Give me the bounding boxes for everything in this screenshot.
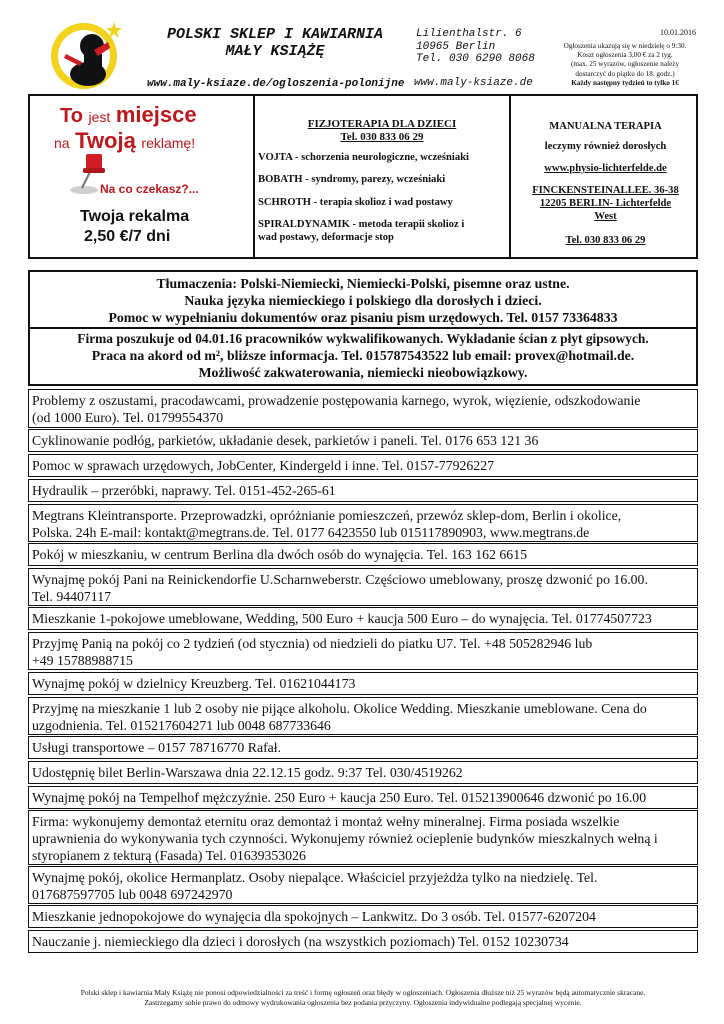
shop-logo (44, 18, 132, 90)
ad-item (28, 543, 698, 566)
footer-line: Polski sklep i kawiarnia Mały Książę nie ponosi odpowiedzialności za treść i formę ogłoszeń oraz błędy w ogłoszeniach. Ogłoszenia dłuższe niż 25 wyrazów będą automatycznie skracane. (80, 988, 646, 997)
notice-line: Firma poszukuje od 04.01.16 pracowników wykwalifikowanych. Wykładanie ścian z płyt gipsowych. (77, 331, 649, 346)
manual-title: MANUALNA TERAPIA (549, 121, 662, 132)
ad-line: Wynajmę pokój, okolice Hermanplatz. Osoby niepalące. Właściciel przyjeżdża tylko na niedzielę. Tel. (32, 870, 598, 885)
ad-line: (od 1000 Euro). Tel. 01799554370 (32, 410, 224, 426)
footer-disclaimer (28, 988, 698, 1007)
footer-line: Zastrzegamy sobie prawo do odmowy wydrukowania ogłoszenia bez podania przyczyny. Ogłoszenia indywidualne podlegają specjalnej wycenie. (144, 997, 582, 1007)
little-prince-logo-icon (44, 18, 132, 90)
shop-name (140, 26, 410, 60)
notes-line: Koszt ogłoszenia 3,00 € za 2 tyg. (577, 51, 673, 60)
ad-line: styropianem z tekturą (Fasada) Tel. 01639353026 (32, 848, 306, 864)
ad-line: Udostępnię bilet Berlin-Warszawa dnia 22.12.15 godz. 9:37 Tel. 030/4519262 (32, 765, 463, 780)
notes-line: dostarczyć do piątku do 18. godz.) (575, 69, 675, 78)
notes-line-bold: Każdy następny tydzień to tylko 1€ (571, 78, 679, 87)
ad-line: Przyjmę na mieszkanie 1 lub 2 osoby nie pijące alkoholu. Okolice Wedding. Mieszkanie umeblowane. Cena do (32, 701, 647, 716)
notice-job-offer (28, 329, 698, 386)
address-city: 10965 Berlin (416, 40, 496, 53)
notes-line: Ogłoszenia ukazują się w niedzielę o 9:30. (563, 42, 687, 50)
ad-item (28, 672, 698, 695)
ad-item (28, 930, 698, 953)
ad-line: Hydraulik – przeróbki, naprawy. Tel. 0151-452-265-61 (32, 483, 336, 498)
notice-line: Nauka języka niemieckiego i polskiego dla dorosłych i dzieci. (184, 293, 542, 308)
shop-website-link[interactable]: www.maly-ksiaze.de (414, 77, 533, 89)
ad-line: Wynajmę pokój na Tempelhof mężczyźnie. 250 Euro + kaucja 250 Euro. Tel. 015213900646 dzwonić po 16.00 (32, 790, 647, 805)
ad-line: Mieszkanie jednopokojowe do wynajęcia dla spokojnych – Lankwitz. Do 3 osób. Tel. 01577-6207204 (32, 909, 596, 924)
fizjo-item: SCHROTH - terapia skolioz i wad postawy (258, 196, 453, 208)
ad-line: Polska. 24h E-mail: kontakt@megtrans.de. Tel. 0177 6423550 lub 015117890903, www.megtrans.de (32, 525, 590, 541)
notice-line: Praca na akord od m², bliższe informacja. Tel. 015787543522 lub email: provex@hotmail.de. (91, 348, 635, 363)
manual-website-link[interactable]: www.physio-lichterfelde.de (544, 163, 667, 174)
address-street: Lilienthalstr. 6 (416, 28, 522, 40)
fizjo-item: VOJTA - schorzenia neurologiczne, wcześniaki (258, 152, 469, 163)
fizjo-item: BOBATH - syndromy, parezy, wcześniaki (258, 174, 446, 186)
promo-word: To (60, 105, 83, 127)
ad-item (28, 607, 698, 630)
ad-line: Cyklinowanie podłóg, parkietów, układanie desek, parkietów i paneli. Tel. 0176 653 121 36 (32, 433, 539, 448)
ad-item (28, 761, 698, 784)
ad-item (28, 810, 698, 865)
promo-price-line1: Twoja rekalma (80, 208, 190, 225)
ad-item (28, 454, 698, 477)
manual-subtitle: leczymy również dorosłych (544, 141, 667, 152)
ad-line: uprawnienia do wykonywania tych czynności. Wykonujemy również ocieplenie budynków mieszkalnych wełną i (32, 831, 658, 847)
shop-name-line2: MAŁY KSIĄŻĘ (225, 43, 325, 60)
ad-physiotherapy-children (253, 96, 511, 257)
issue-date: 10.01.2016 (660, 28, 696, 37)
ad-item (28, 479, 698, 502)
shop-name-line1: POLSKI SKLEP I KAWIARNIA (166, 26, 384, 43)
promo-question: Na co czekasz?... (100, 182, 199, 196)
fizjo-item: wad postawy, deformacje stop (258, 231, 394, 243)
ad-line: Wynajmę pokój Pani na Reinickendorfie U.Scharnweberstr. Częściowo umeblowany, proszę dzwonić po 16.00. (32, 572, 648, 587)
ad-line: Pokój w mieszkaniu, w centrum Berlina dla dwóch osób do wynajęcia. Tel. 163 162 6615 (32, 547, 527, 562)
promo-price-line2: 2,50 €/7 dni (84, 228, 171, 245)
promo-word: na (54, 135, 70, 151)
manual-address-line3: West (594, 211, 617, 222)
ad-line: Pomoc w sprawach urzędowych, JobCenter, Kindergeld i inne. Tel. 0157-77926227 (32, 458, 494, 473)
shop-url-link[interactable]: www.maly-ksiaze.de/ogloszenia-polonijne (147, 78, 405, 90)
promo-word: Twoją (75, 128, 136, 153)
ad-line: 017687597705 lub 0048 697242970 (32, 887, 233, 903)
notice-line: Możliwość zakwaterowania, niemiecki nieobowiązkowy. (198, 365, 528, 380)
pricing-notes (540, 42, 710, 88)
fizjo-item: SPIRALDYNAMIK - metoda terapii skolioz i (258, 219, 465, 231)
ad-item (28, 905, 698, 928)
address-phone: Tel. 030 6290 8068 (416, 53, 535, 65)
notes-line: (max. 25 wyrazów, ogłoszenie należy (570, 60, 680, 69)
ad-line: uzgodnienia. Tel. 015217604271 lub 0048 687733646 (32, 718, 331, 734)
ad-line: +49 15788988715 (32, 653, 133, 669)
ad-item (28, 429, 698, 452)
ad-item (28, 697, 698, 735)
ad-line: Megtrans Kleintransporte. Przeprowadzki, opróżnianie pomieszczeń, przewóz sklep-dom, Berlin i okolice, (32, 508, 622, 523)
ad-item (28, 786, 698, 809)
ad-line: Firma: wykonujemy demontaż eternitu oraz demontaż i montaż wełny mineralnej. Firma posiada wszelkie (32, 814, 620, 829)
notice-line: Pomoc w wypełnianiu dokumentów oraz pisaniu pism urzędowych. Tel. 0157 73364833 (108, 310, 618, 325)
promo-word: miejsce (115, 102, 197, 127)
ad-line: Usługi transportowe – 0157 78716770 Rafał. (32, 740, 282, 755)
promo-line1 (60, 102, 197, 128)
ad-line: Wynajmę pokój w dzielnicy Kreuzberg. Tel. 01621044173 (32, 676, 356, 691)
manual-phone: Tel. 030 833 06 29 (565, 235, 646, 246)
ad-line: Nauczanie j. niemieckiego dla dzieci i dorosłych (na wszystkich poziomach) Tel. 0152 10230734 (32, 934, 569, 949)
fizjo-phone: Tel. 030 833 06 29 (340, 131, 424, 143)
manual-address-line1: FINCKENSTEINALLEE. 36-38 (532, 185, 679, 196)
shop-address (416, 28, 535, 66)
ad-item (28, 568, 698, 606)
promo-your-ad-here (30, 96, 244, 257)
promo-word: jest (88, 109, 111, 125)
ad-item (28, 389, 698, 428)
ad-line: Problemy z oszustami, pracodawcami, prowadzenie postępowania karnego, wyrok, więzienie, odszkodowanie (32, 393, 641, 408)
notice-line: Tłumaczenia: Polski-Niemiecki, Niemiecki-Polski, pisemne oraz ustne. (156, 276, 570, 291)
ad-item (28, 866, 698, 904)
ad-item (28, 504, 698, 542)
ad-line: Mieszkanie 1-pokojowe umeblowane, Wedding, 500 Euro + kaucja 500 Euro – do wynajęcia. Tel. 01774507723 (32, 611, 652, 626)
ad-item (28, 632, 698, 670)
manual-address-line2: 12205 BERLIN- Lichterfelde (539, 198, 672, 209)
ad-line: Tel. 94407117 (32, 589, 111, 605)
fizjo-title: FIZJOTERAPIA DLA DZIECI (307, 118, 457, 130)
ad-line: Przyjmę Panią na pokój co 2 tydzień (od stycznia) od niedzieli do piatku U7. Tel. +48 505282946 lub (32, 636, 593, 651)
promo-word: reklamę! (141, 135, 196, 151)
ad-item (28, 736, 698, 759)
notice-translations (28, 270, 698, 329)
